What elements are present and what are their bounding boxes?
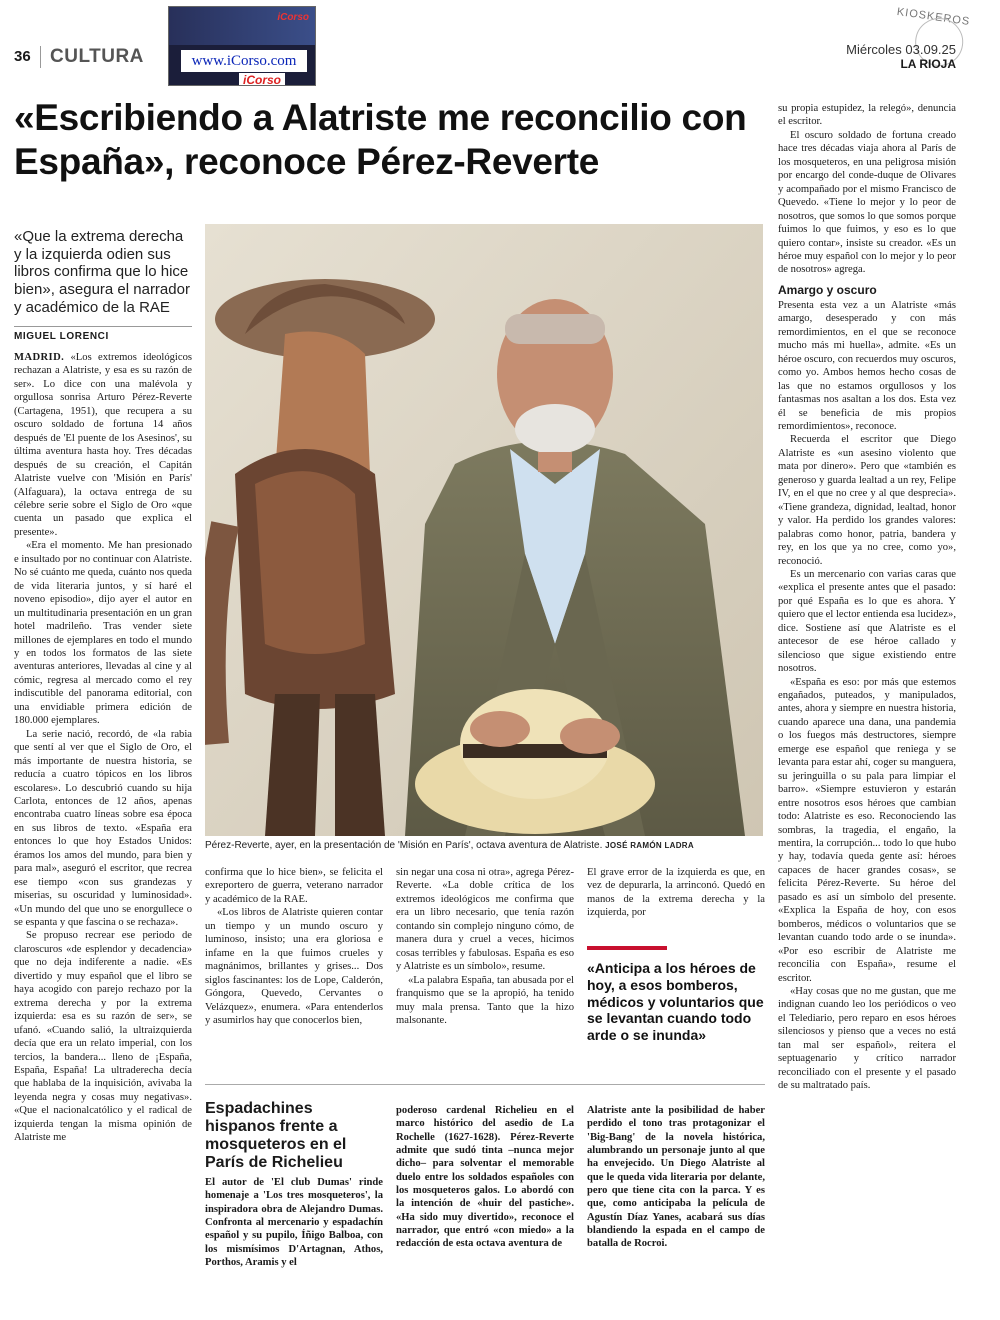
section-label: CULTURA bbox=[50, 46, 144, 67]
paragraph: «Los libros de Alatriste quieren contar un tiempo y un mundo oscuro y luminoso, insisto; una era gloriosa e infame en la que fuimos crueles y magnánimos, brillantes y grises... Dos siglos fascinantes: los de Lope, Calderón, Góngora, Quevedo, Cervantes o Velázquez», enumera. «Para entenderlos y asumirlos hay que conocerlos bien, bbox=[205, 907, 383, 1026]
paragraph: Alatriste ante la posibilidad de haber perdido el tono tras protagonizar el 'Big-Bang' de la novela histórica, alumbrando un personaje junto al que ha envejecido. Un Diego Alatriste al que le queda vida literaria por delante, pero que tiene cita con la parca. Y es que, como anticipaba la película de Agustín Díaz Yanes, acabará sus días blandiendo la espada en el campo de batalla de Rocroi. bbox=[587, 1105, 765, 1250]
paragraph: El autor de 'El club Dumas' rinde homenaje a 'Los tres mosqueteros', la inspiradora obra de Alejandro Dumas. Confronta al mercenario y espadachín español y su pupilo, Íñigo Balboa, con los mismísimos D'Artagnan, Athos, Porthos, Aramis y el bbox=[205, 1177, 383, 1269]
caption-text: Pérez-Reverte, ayer, en la presentación de 'Misión en París', octava aventura de Alatriste. bbox=[205, 840, 603, 851]
author-rule bbox=[14, 326, 192, 327]
sidebar-box-column-1 bbox=[205, 1176, 383, 1306]
paragraph: La serie nació, recordó, de «la rabia que sentí al ver que el Siglo de Oro, el más importante de nuestra historia, se reducía a cuatro tópicos en los libros escolares». Lo descubrió cuando su hija Carlota, entonces de 12 años, apenas encontraba cuatro líneas sobre esa época en sus libros de texto. «España era entonces lo que hoy Estados Unidos: éramos los amos del mundo, para bien y para mal», aseguró el escritor, que recrea ese tiempo «con sus grandezas y miserias, su oscuridad y luminosidad». «Un mundo del que uno se enorgullece o se espanta y que fascina o se rechaza». bbox=[14, 728, 192, 929]
paragraph: Recuerda el escritor que Diego Alatriste es «un asesino violento que mata por dinero». Pero que «también es generoso y guarda lealtad a un rey, Felipe IV, en el que no cree y al que desprecia». «Tiene grandeza, dignidad, lealtad, honor y valor. Ha perdido los grandes valores: palabras como honor, patria, bandera y rey, en los que ya no cree, como yo», reconoció. bbox=[778, 434, 956, 567]
pullquote: «Anticipa a los héroes de hoy, a esos bomberos, médicos y voluntarios que se levantan cuando todo arde o se inunda» bbox=[587, 960, 764, 1044]
article-column-4 bbox=[587, 866, 765, 924]
photo-credit: JOSÉ RAMÓN LADRA bbox=[605, 841, 694, 850]
article-headline: «Escribiendo a Alatriste me reconcilio con España», reconoce Pérez-Reverte bbox=[14, 97, 747, 183]
article-subhead: «Que la extrema derecha y la izquierda odien sus libros confirma que lo hice bien», asegura el narrador y académico de la RAE bbox=[14, 228, 190, 316]
sidebar-box-column-3 bbox=[587, 1104, 765, 1306]
ad-logo: iCorso bbox=[239, 73, 285, 86]
ad-logo-small: iCorso bbox=[277, 12, 309, 23]
paragraph: «Era el momento. Me han presionado e insultado por no continuar con Alatriste. No sé cuánto me queda, cuánto nos queda de vida literaria juntos, y sí haré el noveno episodio», dijo ayer el autor en un multitudinaria presentación en un gran hotel madrileño. Tras vender siete millones de ejemplares en todo el mundo y en todos los formatos de las siete aventuras anteriores, llevadas al cine y al cómic, regresa al mercado como el rey indiscutible del panorama editorial, con una envidiable primera edición de 180.000 ejemplares. bbox=[14, 540, 192, 727]
sidebar-box-title: Espadachines hispanos frente a mosqueteros en el París de Richelieu bbox=[205, 1100, 347, 1171]
page-number: 36 bbox=[14, 48, 31, 65]
paragraph: confirma que lo hice bien», se felicita el exreportero de guerra, veterano narrador y académico de la RAE. bbox=[205, 867, 383, 905]
paragraph: «Hay cosas que no me gustan, que me indignan cuando leo los periódicos o veo el Telediario, pero reparo en esos héroes silenciosos y pienso que a veces no está tan mal ser español», reitera el septuagenario y crítico narrador reconciliado con el presente y el pasado de su maltratado país. bbox=[778, 986, 956, 1092]
icorso-ad-banner[interactable] bbox=[168, 6, 316, 86]
sidebar-box-rule bbox=[205, 1084, 765, 1085]
paragraph: El oscuro soldado de fortuna creado hace tres décadas viaja ahora al París de los mosqueteros, en una peligrosa misión por encargo del conde-duque de Olivares y acompañado por el mismo Francisco de Quevedo. «Tiene lo mejor y lo peor de nosotros, que somos lo que somos porque fuimos lo que fuimos, y eso es lo que quiero contar», insiste su creador. «Es un héroe muy español con lo mejor y lo peor de nosotros» agrega. bbox=[778, 129, 956, 276]
article-photo bbox=[205, 224, 763, 836]
photo-caption bbox=[205, 840, 765, 851]
article-column-3 bbox=[396, 866, 574, 1066]
paragraph: poderoso cardenal Richelieu en el marco histórico del asedio de La Rochelle (1627-1628). Pérez-Reverte admite que sudó tinta –nunca mejor dicho– para solventar el memorable duelo entre los soldados españoles con los mosqueteros galos. Lo abordó con la intención de «huir del pastiche». «Ha sido muy divertido», reconoce el narrador, que entró «con miedo» a la redacción de esta octava aventura de bbox=[396, 1105, 574, 1250]
paragraph: «La palabra España, tan abusada por el franquismo que se la apropió, ha tenido muy mala prensa. Tanto que la hizo malsonante. bbox=[396, 974, 574, 1026]
ad-url-link[interactable]: www.iCorso.com bbox=[181, 50, 307, 72]
newspaper-name: LA RIOJA bbox=[900, 57, 956, 71]
sidebar-box-column-2 bbox=[396, 1104, 574, 1306]
pullquote-accent-bar bbox=[587, 946, 667, 950]
issue-date: Miércoles 03.09.25 bbox=[846, 42, 956, 57]
paragraph: Es un mercenario con varias caras que «explica el presente antes que el pasado: por qué España es lo que es ahora. Y quiero que el lector entienda esa lucidez», dice. Sostiene así que Alatriste es el antecesor de ese héroe callado y silencioso que sigue existiendo entre nosotros. bbox=[778, 568, 956, 675]
paragraph: MADRID. «Los extremos ideológicos rechazan a Alatriste, y esa es su razón de ser». Lo dice con una malévola y orgullosa sonrisa Arturo Pérez-Reverte (Cartagena, 1951), que recupera a su oscuro soldado de fortuna 14 años después de 'El puente de los Asesinos', su última aventura hasta hoy. Tres décadas después de su creación, el Capitán Alatriste vuelve con 'Misión en París' (Alfaguara), la octava entrega de su célebre serie sobre el Siglo de Oro «que cuenta un pasado que explica el presente». bbox=[14, 352, 192, 538]
article-column-2 bbox=[205, 866, 383, 1066]
paragraph: El grave error de la izquierda es que, en vez de depurarla, la arrinconó. Quedó en manos de la extrema derecha y la izquierda, por bbox=[587, 867, 765, 919]
header-divider bbox=[40, 46, 41, 68]
paragraph: Se propuso recrear ese periodo de claroscuros «de esplendor y decadencia» que no deja indiferente a nadie. «Es divertido y muy español que el libro se haya acogido con parejo rechazo por la extrema derecha y por la extrema izquierda: esa es su razón de ser», se ufanó. «Cuando salió, la ultraizquierda decía que era un relato imperial, con los tercios, la bandera... lleno de ¡España, España, España! La ultraderecha decía que hablaba de la inquisición, avivaba la leyenda negra y cosas muy negativas». «Que el nacionalcatólico y el radical de izquierda tengan la misma opinión de Alatriste me bbox=[14, 930, 192, 1144]
paragraph: Presenta esta vez a un Alatriste «más amargo, desesperado y con más remordimientos, en el que se reconoce mucho más mi huella», admite. «Es un héroe oscuro, con recuerdos muy oscuros, como yo. Ambos hemos hecho cosas de las que no estamos orgullosos y los fantasmas nos asaltan a los dos. Esta vez él se beneficia de mis propios remordimientos», reconoce. bbox=[778, 299, 956, 432]
dateline: MADRID. bbox=[14, 352, 65, 363]
article-column-right bbox=[778, 102, 956, 1307]
article-column-1 bbox=[14, 351, 192, 1306]
author-byline: MIGUEL LORENCI bbox=[14, 331, 109, 342]
paragraph: sin negar una cosa ni otra», agrega Pérez-Reverte. «La doble crítica de los extremos ideológicos me confirma que era un libro necesario, que tenía razón contando sin complejo ninguno cómo, de manera dura y cruel a veces, hicimos cosas terribles y fabulosas. España es eso y Alatriste es un símbolo», resume. bbox=[396, 867, 574, 973]
paragraph: «España es eso: por más que estemos engañados, puteados, y manipulados, antes, ahora y siempre en nuestra historia, cuando aparece una dana, una pandemia o los fuegos más destructores, siempre emerge ese español que reniega y se levanta para estar ahí, coger su manguera, su jeringuilla o su pala para limpiar el barro». «Siempre estuvieron y estarán entre nosotros esos héroes que cambian todo: Alatriste es eso. Reconociendo las sombras, la tragedia, el engaño, la mentira, la corrupción... todo lo que hubo y hay, todavía queda gente así: héroes capaces de hacer grandes cosas», se felicita Pérez-Reverte. Su héroe del pasado es así un símbolo del presente. «Explica la España de hoy, con esos bomberos, médicos o voluntarios que se levantan cuando todo arde o se inunda». «Por eso escribir de Alatriste me reconcilia con España», resume el escritor. bbox=[778, 676, 956, 984]
section-subtitle: Amargo y oscuro bbox=[778, 282, 877, 297]
stamp-text: KIOSKEROS bbox=[896, 5, 971, 29]
photo-illustration bbox=[205, 224, 763, 836]
paragraph: su propia estupidez, la relegó», denuncia el escritor. bbox=[778, 103, 956, 128]
